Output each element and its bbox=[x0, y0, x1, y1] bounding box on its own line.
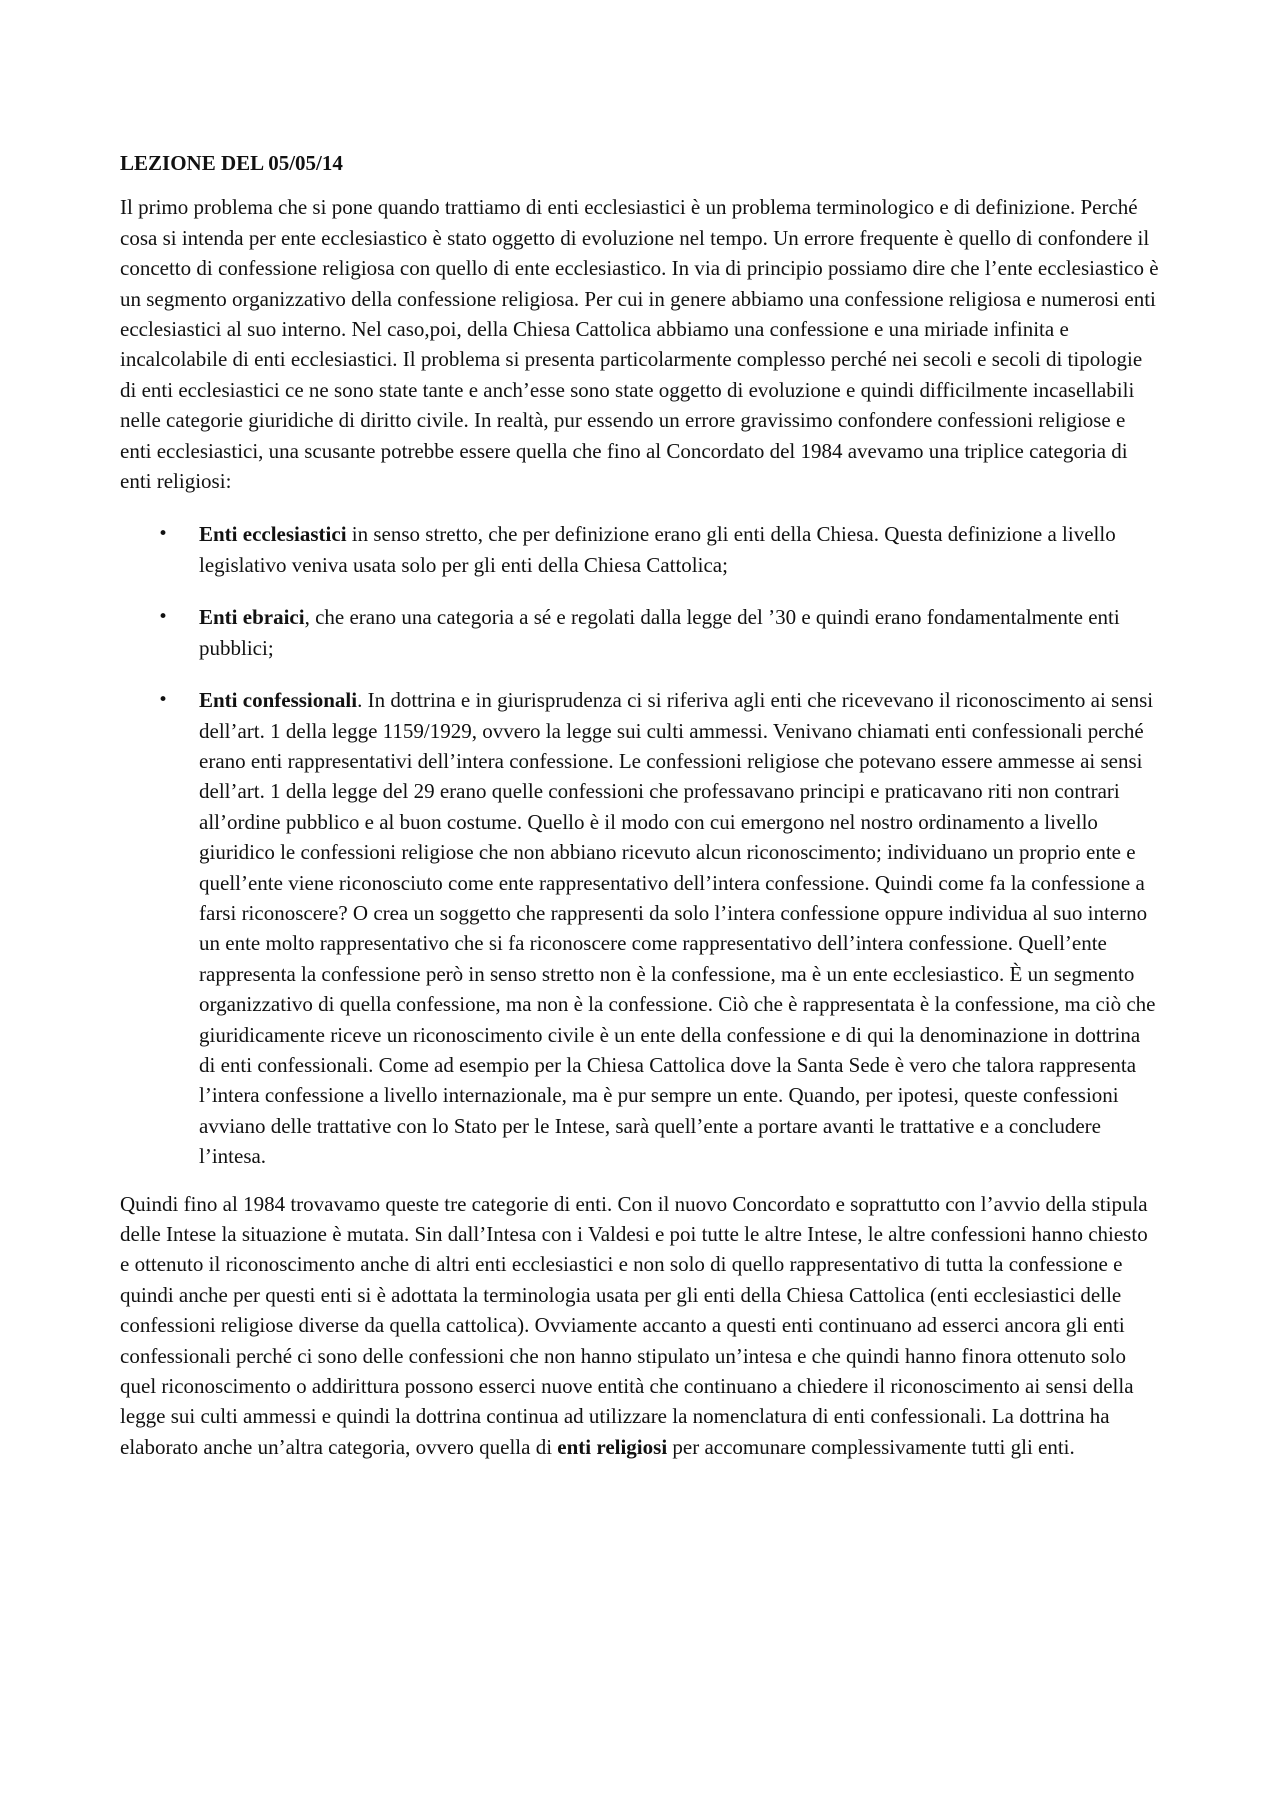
bullet-icon: • bbox=[158, 607, 169, 628]
lesson-title: LEZIONE DEL 05/05/14 bbox=[120, 151, 343, 175]
bullet-icon: • bbox=[158, 690, 169, 711]
list-item-term: Enti ebraici bbox=[199, 605, 305, 630]
list-item bbox=[120, 602, 1160, 663]
closing-text-after: per accomunare complessivamente tutti gli enti. bbox=[667, 1434, 1075, 1459]
closing-term: enti religiosi bbox=[557, 1434, 668, 1459]
intro-paragraph: Il primo problema che si pone quando trattiamo di enti ecclesiastici è un problema terminologico e di definizione. Perché cosa si intenda per ente ecclesiastico è stato oggetto di evoluzione nel tempo. Un errore frequente è quello di confondere il concetto di confessione religiosa con quello di ente ecclesiastico. In via di principio possiamo dire che l’ente ecclesiastico è un segmento organizzativo della confessione religiosa. Per cui in genere abbiamo una confessione religiosa e numerosi enti ecclesiastici al suo interno. Nel caso,poi, della Chiesa Cattolica abbiamo una confessione e una miriade infinita e incalcolabile di enti ecclesiastici. Il problema si presenta particolarmente complesso perché nei secoli e secoli di tipologie di enti ecclesiastici ce ne sono state tante e anch’esse sono state oggetto di evoluzione e quindi difficilmente incasellabili nelle categorie giuridiche di diritto civile. In realtà, pur essendo un errore gravissimo confondere confessioni religiose e enti ecclesiastici, una scusante potrebbe essere quella che fino al Concordato del 1984 avevamo una triplice categoria di enti religiosi: bbox=[120, 195, 1159, 494]
list-item-text: . In dottrina e in giurisprudenza ci si riferiva agli enti che ricevevano il riconoscimento ai sensi dell’art. 1 della legge 1159/1929, ovvero la legge sui culti ammessi. Venivano chiamati enti confessionali perché erano enti rappresentativi dell’intera confessione. Le confessioni religiose che potevano essere ammesse ai sensi dell’art. 1 della legge del 29 erano quelle confessioni che professavano principi e praticavano riti non contrari all’ordine pubblico e al buon costume. Quello è il modo con cui emergono nel nostro ordinamento a livello giuridico le confessioni religiose che non abbiano ricevuto alcun riconoscimento; individuano un proprio ente e quell’ente viene riconosciuto come ente rappresentativo dell’intera confessione. Quindi come fa la confessione a farsi riconoscere? O crea un soggetto che rappresenti da solo l’intera confessione oppure individua al suo interno un ente molto rappresentativo che si fa riconoscere come rappresentativo dell’intera confessione. Quell’ente rappresenta la confessione però in senso stretto non è la confessione, ma è un ente ecclesiastico. È un segmento organizzativo di quella confessione, ma non è la confessione. Ciò che è rappresentata è la confessione, ma ciò che giuridicamente riceve un riconoscimento civile è un ente della confessione e di qui la denominazione in dottrina di enti confessionali. Come ad esempio per la Chiesa Cattolica dove la Santa Sede è vero che talora rappresenta l’intera confessione a livello internazionale, ma è pur sempre un ente. Quando, per ipotesi, queste confessioni avviano delle trattative con lo Stato per le Intese, sarà quell’ente a portare avanti le trattative e a concludere l’intesa. bbox=[199, 688, 1156, 1169]
list-item bbox=[120, 685, 1160, 1172]
list-item-term: Enti confessionali bbox=[199, 688, 358, 713]
list-item-term: Enti ecclesiastici bbox=[199, 522, 347, 547]
list-item bbox=[120, 519, 1160, 580]
bullet-icon: • bbox=[158, 524, 169, 545]
entity-categories-list bbox=[120, 519, 1160, 1171]
document-page bbox=[120, 148, 1160, 1462]
closing-text-before: Quindi fino al 1984 trovavamo queste tre categorie di enti. Con il nuovo Concordato e soprattutto con l’avvio della stipula delle Intese la situazione è mutata. Sin dall’Intesa con i Valdesi e poi tutte le altre Intese, le altre confessioni hanno chiesto e ottenuto il riconoscimento anche di altri enti ecclesiastici e non solo di quello rappresentativo di tutta la confessione e quindi anche per questi enti si è adottata la terminologia usata per gli enti della Chiesa Cattolica (enti ecclesiastici delle confessioni religiose diverse da quella cattolica). Ovviamente accanto a questi enti continuano ad esserci ancora gli enti confessionali perché ci sono delle confessioni che non hanno stipulato un’intesa e che quindi hanno finora ottenuto solo quel riconoscimento o addirittura possono esserci nuove entità che continuano a chiedere il riconoscimento ai sensi della legge sui culti ammessi e quindi la dottrina continua ad utilizzare la nomenclatura di enti confessionali. La dottrina ha elaborato anche un’altra categoria, ovvero quella di bbox=[120, 1191, 1148, 1459]
list-item-text: in senso stretto, che per definizione erano gli enti della Chiesa. Questa definizione a livello legislativo veniva usata solo per gli enti della Chiesa Cattolica; bbox=[199, 522, 1116, 577]
closing-paragraph bbox=[120, 1189, 1160, 1463]
list-item-text: , che erano una categoria a sé e regolati dalla legge del ’30 e quindi erano fondamentalmente enti pubblici; bbox=[199, 605, 1120, 660]
